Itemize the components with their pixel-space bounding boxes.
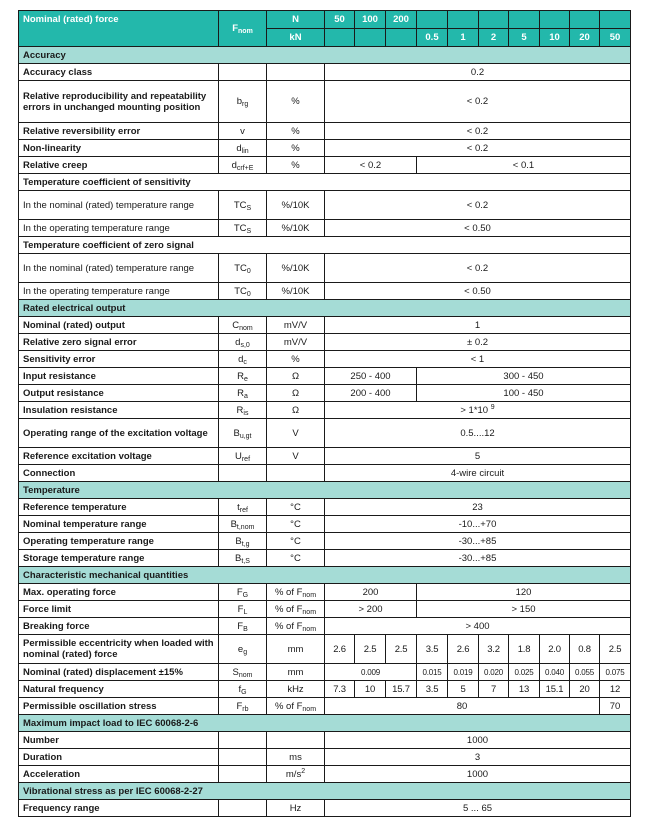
table-row: Relative reproducibility and repeatability errors in unchanged mounting position $b_{rg}$ % < 0.2 xyxy=(19,81,631,123)
table-row: Output resistance $R_a$ Ω 200 - 400 100 - 450 xyxy=(19,385,631,402)
table-row: Reference excitation voltage $U_{ref}$ V 5 xyxy=(19,448,631,465)
table-row: Permissible oscillation stress $F_{rb}$ % of $F_{nom}$ 80 70 xyxy=(19,698,631,715)
header-value-50kn: 50 xyxy=(600,29,631,47)
header-value-5kn: 5 xyxy=(509,29,540,47)
table-row: Frequency range Hz 5 ... 65 xyxy=(19,800,631,817)
header-unit-kn: kN xyxy=(267,29,325,47)
section-temperature: Temperature xyxy=(19,482,631,499)
table-row: Storage temperature range $B_{t,S}$ °C -30...+85 xyxy=(19,550,631,567)
header-value-100n: 100 xyxy=(355,11,386,29)
table-row: Connection 4-wire circuit xyxy=(19,465,631,482)
table-row: Max. operating force $F_G$ % of $F_{nom}$ 200 120 xyxy=(19,584,631,601)
table-row: Duration ms 3 xyxy=(19,749,631,766)
header-value-0.5kn: 0.5 xyxy=(417,29,448,47)
specification-table xyxy=(18,10,631,817)
section-impact: Maximum impact load to IEC 60068-2-6 xyxy=(19,715,631,732)
table-row: Breaking force $F_B$ % of $F_{nom}$ > 400 xyxy=(19,618,631,635)
header-value-1kn: 1 xyxy=(448,29,479,47)
header-value-50n: 50 xyxy=(325,11,355,29)
table-row: Nominal (rated) displacement ±15% $S_{nom}$ mm 0.009 0.015 0.019 0.020 0.025 0.040 0.055 0.075 xyxy=(19,664,631,681)
table-row: Number 1000 xyxy=(19,732,631,749)
table-row: Non-linearity $d_{lin}$ % < 0.2 xyxy=(19,140,631,157)
table-row: Reference temperature $t_{ref}$ °C 23 xyxy=(19,499,631,516)
table-row: In the operating temperature range $TC_0$ %/10K < 0.50 xyxy=(19,283,631,300)
section-tc-zero: Temperature coefficient of zero signal xyxy=(19,237,631,254)
table-row: Sensitivity error $d_c$ % < 1 xyxy=(19,351,631,368)
section-accuracy: Accuracy xyxy=(19,47,631,64)
table-row: Accuracy class 0.2 xyxy=(19,64,631,81)
table-row: Relative zero signal error $d_{s,0}$ mV/V ± 0.2 xyxy=(19,334,631,351)
header-unit-n: N xyxy=(267,11,325,29)
table-row: Relative reversibility error v % < 0.2 xyxy=(19,123,631,140)
table-row: Force limit $F_L$ % of $F_{nom}$ > 200 > 150 xyxy=(19,601,631,618)
table-row: Insulation resistance $R_{is}$ Ω > 1*10 $^9$ xyxy=(19,402,631,419)
table-row: Permissible eccentricity when loaded with nominal (rated) force $e_g$ mm 2.6 2.5 2.5 3.5 2.6 3.2 1.8 2.0 0.8 2.5 xyxy=(19,635,631,664)
header-value-20kn: 20 xyxy=(570,29,600,47)
table-row: Nominal (rated) output $C_{nom}$ mV/V 1 xyxy=(19,317,631,334)
table-row: Natural frequency $f_G$ kHz 7.3 10 15.7 3.5 5 7 13 15.1 20 12 xyxy=(19,681,631,698)
table-row: Operating temperature range $B_{t,g}$ °C -30...+85 xyxy=(19,533,631,550)
table-row: Acceleration $m/s^2$ 1000 xyxy=(19,766,631,783)
header-symbol: $F_{nom}$ xyxy=(219,11,267,47)
table-row: Input resistance $R_e$ Ω 250 - 400 300 - 450 xyxy=(19,368,631,385)
header-value-2kn: 2 xyxy=(479,29,509,47)
header-value-10kn: 10 xyxy=(540,29,570,47)
table-row: Nominal temperature range $B_{t,nom}$ °C -10...+70 xyxy=(19,516,631,533)
header-row-n xyxy=(19,11,631,29)
table-row: In the nominal (rated) temperature range $TC_S$ %/10K < 0.2 xyxy=(19,191,631,220)
table-row: In the operating temperature range $TC_S$ %/10K < 0.50 xyxy=(19,220,631,237)
section-vibration: Vibrational stress as per IEC 60068-2-27 xyxy=(19,783,631,800)
header-nominal-force: Nominal (rated) force xyxy=(19,11,219,47)
table-row: Relative creep $d_{crf+E}$ % < 0.2 < 0.1 xyxy=(19,157,631,174)
table-row: In the nominal (rated) temperature range $TC_0$ %/10K < 0.2 xyxy=(19,254,631,283)
section-mechanical: Characteristic mechanical quantities xyxy=(19,567,631,584)
header-value-200n: 200 xyxy=(386,11,417,29)
section-tc-sensitivity: Temperature coefficient of sensitivity xyxy=(19,174,631,191)
section-electrical: Rated electrical output xyxy=(19,300,631,317)
table-row: Operating range of the excitation voltage $B_{u,gt}$ V 0.5....12 xyxy=(19,419,631,448)
